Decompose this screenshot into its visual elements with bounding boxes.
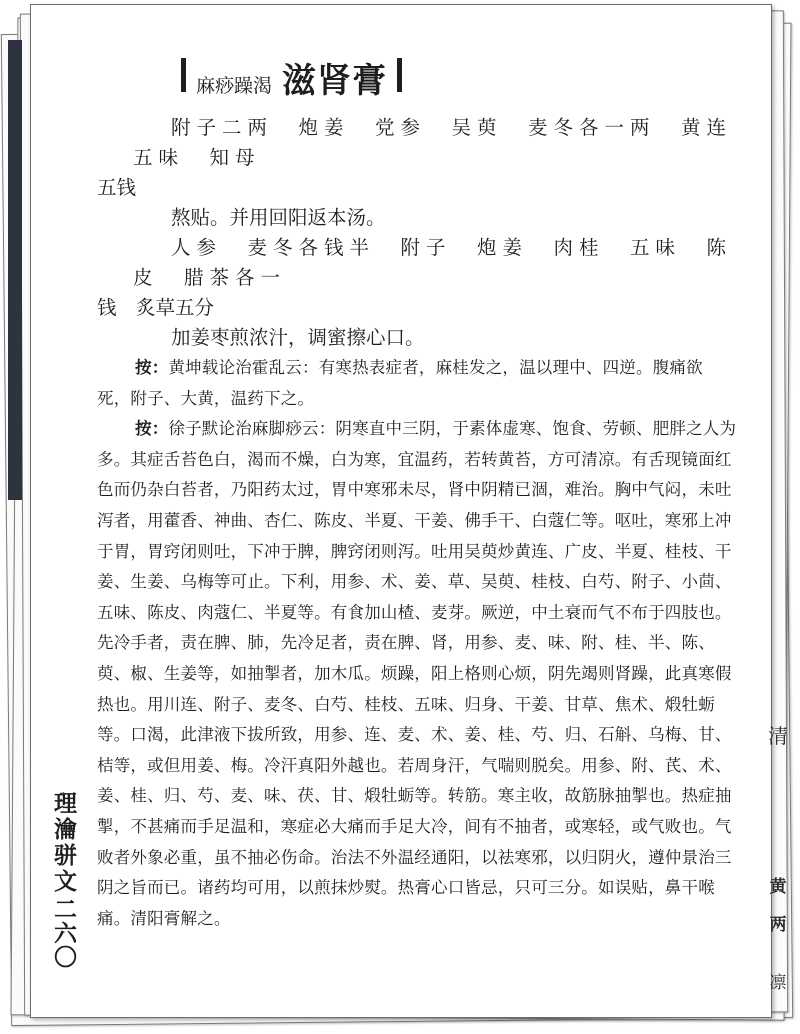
- next-page-char-1: 黄: [769, 877, 787, 897]
- recipe2-line1: 人参 麦冬各钱半 附子 炮姜 肉桂 五味 陈皮 腊茶各一: [133, 236, 733, 289]
- document-page: [30, 4, 772, 1018]
- book-title-label: 理瀹骈文: [50, 791, 77, 895]
- recipe1-line2: 五钱: [97, 176, 137, 199]
- next-page-char-4: 清: [768, 724, 788, 748]
- page-title: 滋肾膏: [282, 61, 388, 101]
- note2-lead: 按：: [135, 419, 169, 439]
- next-page-char-2: 两: [769, 915, 787, 935]
- recipe1-line1: 附子二两 炮姜 党参 吴萸 麦冬各一两 黄连 五味 知母: [133, 116, 758, 169]
- title-prefix: 麻痧躁渴: [196, 75, 273, 97]
- note1-paragraph: [97, 353, 733, 414]
- next-page-char-3: 凛: [769, 973, 787, 993]
- recipe2-line2: 钱 炙草五分: [97, 296, 215, 319]
- note2-text: 徐子默论治麻脚痧云：阴寒直中三阴，于素体虚寒、饱食、劳顿、肥胖之人为多。其症舌苔色白，渴而不燥，白为寒，宜温药，若转黄苔，方可清凉。有舌现镜面红色而仍杂白苔者，乃阳药太过，胃中寒邪未尽，肾中阴精已涸，难治。胸中气闷，未吐泻者，用藿香、神曲、杏仁、陈皮、半夏、干姜、佛手干、白蔻仁等。呕吐，寒邪上冲于胃，胃窍闭则吐，下冲于脾，脾窍闭则泻。吐用吴萸炒黄连、广皮、半夏、桂枝、干姜、生姜、乌梅等可止。下利，用参、术、姜、草、吴萸、桂枝、白芍、附子、小茴、五味、陈皮、肉蔻仁、半夏等。有食加山楂、麦芽。厥逆，中土衰而气不布于四肢也。先冷手者，责在脾、肺，先冷足者，责在脾、肾，用参、麦、味、附、桂、半、陈、萸、椒、生姜等，如抽掣者，加木瓜。烦躁，阳上格则心烦，阴先竭则肾躁，此真寒假热也。用川连、附子、麦冬、白芍、桂枝、五味、归身、干姜、甘草、焦术、煅牡蛎等。口渴，此津液下拔所致，用参、连、麦、术、姜、桂、芍、归、石斛、乌梅、甘、桔等，或但用姜、梅。冷汗真阳外越也。若周身汗，气喘则脱矣。用参、附、芪、术、姜、桂、归、芍、麦、味、茯、甘、煅牡蛎等。转筋。寒主收，故筋脉抽掣也。热症抽掣，不甚痛而手足温和，寒症必大痛而手足大冷，间有不抽者，或寒轻，或气败也。气败者外象必重，虽不抽必伤命。治法不外温经通阳，以祛寒邪，以归阴火，遵仲景治三阴之旨而已。诸药均可用，以煎抹炒熨。热膏心口皆忌，只可三分。如误贴，鼻干喉痛。清阳膏解之。: [97, 419, 737, 928]
- note2-paragraph: [97, 414, 743, 934]
- recipe2-line3: 加姜枣煎浓汁，调蜜擦心口。: [171, 326, 425, 349]
- note1-text: 黄坤载论治霍乱云：有寒热表症者，麻桂发之，温以理中、四逆。腹痛欲死，附子、大黄，温药下之。: [97, 358, 703, 408]
- page-number: 二六〇: [50, 897, 77, 969]
- section-title: [181, 53, 402, 102]
- book-edge-strip: [8, 40, 22, 500]
- title-bar-right: [397, 58, 402, 92]
- body-text: [97, 113, 758, 934]
- note1-lead: 按：: [135, 358, 169, 377]
- recipe1-line3: 熬贴。并用回阳返本汤。: [171, 206, 386, 229]
- title-bar-left: [181, 58, 186, 92]
